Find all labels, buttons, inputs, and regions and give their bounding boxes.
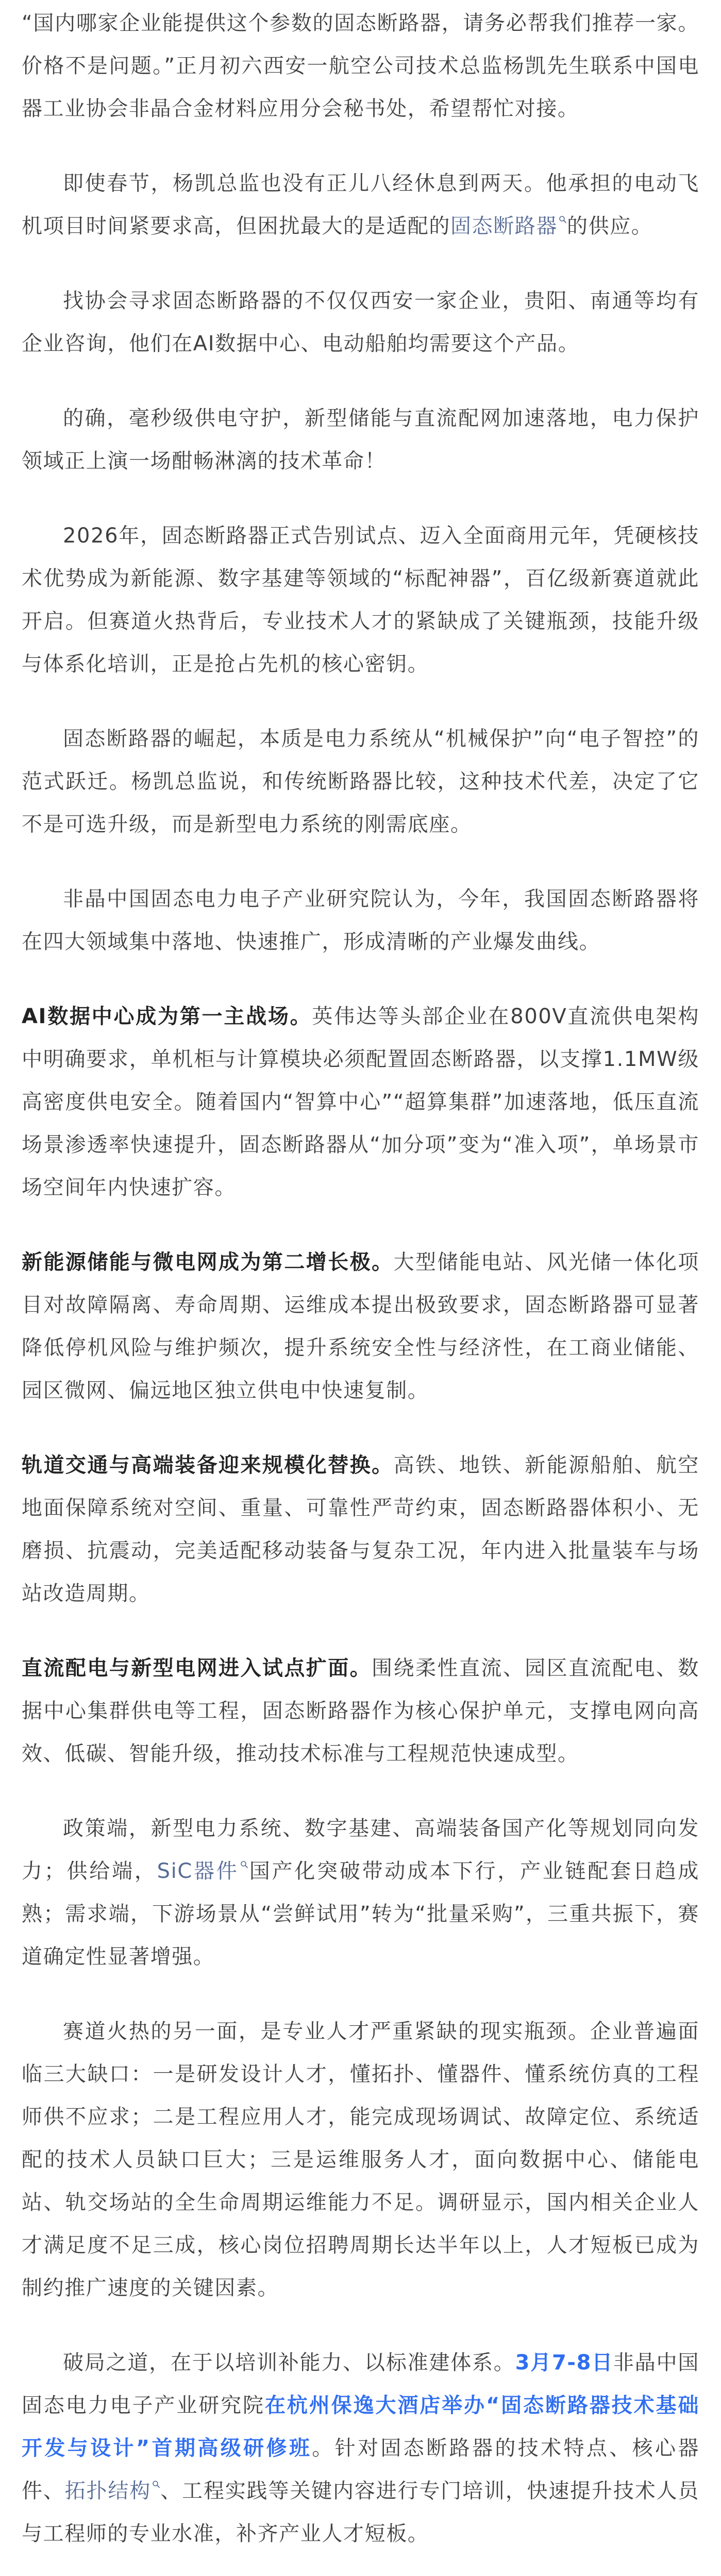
paragraph-lead: 新能源储能与微电网成为第二增长极。 — [22, 1250, 394, 1274]
keyword-link-sic-device[interactable]: SiC器件 — [157, 1859, 248, 1883]
paragraph-1: “国内哪家企业能提供这个参数的固态断路器，请务必帮我们推荐一家。价格不是问题。”正月初六西安一航空公司技术总监杨凯先生联系中国电器工业协会非晶合金材料应用分会秘书处，希望帮忙对接。 — [22, 11, 699, 121]
paragraph-7: 非晶中国固态电力电子产业研究院认为，今年，我国固态断路器将在四大领域集中落地、快速推广，形成清晰的产业爆发曲线。 — [22, 887, 699, 954]
keyword-link-solid-state-breaker[interactable]: 固态断路器 — [450, 214, 567, 238]
paragraph-training: 破局之道，在于以培训补能力、以标准建体系。3月7-8日非晶中国固态电力电子产业研究院在杭州保逸大酒店举办“固态断路器技术基础开发与设计”首期高级研修班。针对固态断路器的技术特点、核心器件、拓扑结构 、工程实践等关键内容进行专门培训，快速提升技术人员与工程师的专业水准，补齐产业人才短板。 — [22, 2351, 700, 2546]
paragraph-rail-transit: 轨道交通与高端装备迎来规模化替换。高铁、地铁、新能源船舶、航空地面保障系统对空间、重量、可靠性严苛约束，固态断路器体积小、无磨损、抗震动，完美适配移动装备与复杂工况，年内进入批量装车与场站改造周期。 — [22, 1453, 699, 1605]
paragraph-energy-storage: 新能源储能与微电网成为第二增长极。大型储能电站、风光储一体化项目对故障隔离、寿命周期、运维成本提出极致要求，固态断路器可显著降低停机风险与维护频次，提升系统安全性与经济性，在工商业储能、园区微网、偏远地区独立供电中快速复制。 — [22, 1250, 699, 1402]
paragraph-lead: 轨道交通与高端装备迎来规模化替换。 — [22, 1453, 394, 1477]
paragraph-talent-gap: 赛道火热的另一面，是专业人才严重紧缺的现实瓶颈。企业普遍面临三大缺口：一是研发设计人才，懂拓扑、懂器件、懂系统仿真的工程师供不应求；二是工程应用人才，能完成现场调试、故障定位、系统适配的技术人员缺口巨大；三是运维服务人才，面向数据中心、储能电站、轨交场站的全生命周期运维能力不足。调研显示，国内相关企业人才满足度不足三成，核心岗位招聘周期长达半年以上，人才短板已成为制约推广速度的关键因素。 — [22, 2020, 699, 2300]
paragraph-dc-grid: 直流配电与新型电网进入试点扩面。围绕柔性直流、园区直流配电、数据中心集群供电等工程，固态断路器作为核心保护单元，支撑电网向高效、低碳、智能升级，推动技术标准与工程规范快速成型。 — [22, 1656, 700, 1766]
training-event: 在杭州保逸大酒店举办“固态断路器技术基础开发与设计”首期高级研修班 — [22, 2394, 699, 2460]
paragraph-policy: 政策端，新型电力系统、数字基建、高端装备国产化等规划同向发力；供给端，SiC器件 国产化突破带动成本下行，产业链配套日趋成熟；需求端，下游场景从“尝鲜试用”转为“批量采购”，三重共振下，赛道确定性显著增强。 — [22, 1817, 699, 1969]
search-icon — [152, 2480, 160, 2488]
keyword-link-topology[interactable]: 拓扑结构 — [65, 2479, 160, 2503]
paragraph-lead: AI数据中心成为第一主战场。 — [22, 1005, 312, 1028]
paragraph-3: 找协会寻求固态断路器的不仅仅西安一家企业，贵阳、南通等均有企业咨询，他们在AI数据中心、电动船舶均需要这个产品。 — [22, 289, 699, 355]
paragraph-2: 即使春节，杨凯总监也没有正儿八经休息到两天。他承担的电动飞机项目时间紧要求高，但困扰最大的是适配的固态断路器 的供应。 — [22, 172, 699, 238]
paragraph-4: 的确，毫秒级供电守护，新型储能与直流配网加速落地，电力保护领域正上演一场酣畅淋漓的技术革命！ — [22, 406, 699, 473]
search-icon — [240, 1860, 248, 1869]
search-icon — [559, 215, 567, 224]
paragraph-6: 固态断路器的崛起，本质是电力系统从“机械保护”向“电子智控”的范式跃迁。杨凯总监说，和传统断路器比较，这种技术代差，决定了它不是可选升级，而是新型电力系统的刚需底座。 — [22, 727, 699, 836]
paragraph-ai-datacenter: AI数据中心成为第一主战场。英伟达等头部企业在800V直流供电架构中明确要求，单机柜与计算模块必须配置固态断路器，以支撑1.1MW级高密度供电安全。随着国内“智算中心”“超算集群”加速落地，低压直流场景渗透率快速提升，固态断路器从“加分项”变为“准入项”，单场景市场空间年内快速扩容。 — [22, 1005, 699, 1199]
training-date: 3月7-8日 — [515, 2351, 614, 2375]
paragraph-5: 2026年，固态断路器正式告别试点、迈入全面商用元年，凭硬核技术优势成为新能源、数字基建等领域的“标配神器”，百亿级新赛道就此开启。但赛道火热背后，专业技术人才的紧缺成了关键瓶颈，技能升级与体系化培训，正是抢占先机的核心密钥。 — [22, 524, 699, 676]
paragraph-lead: 直流配电与新型电网进入试点扩面。 — [22, 1656, 372, 1680]
